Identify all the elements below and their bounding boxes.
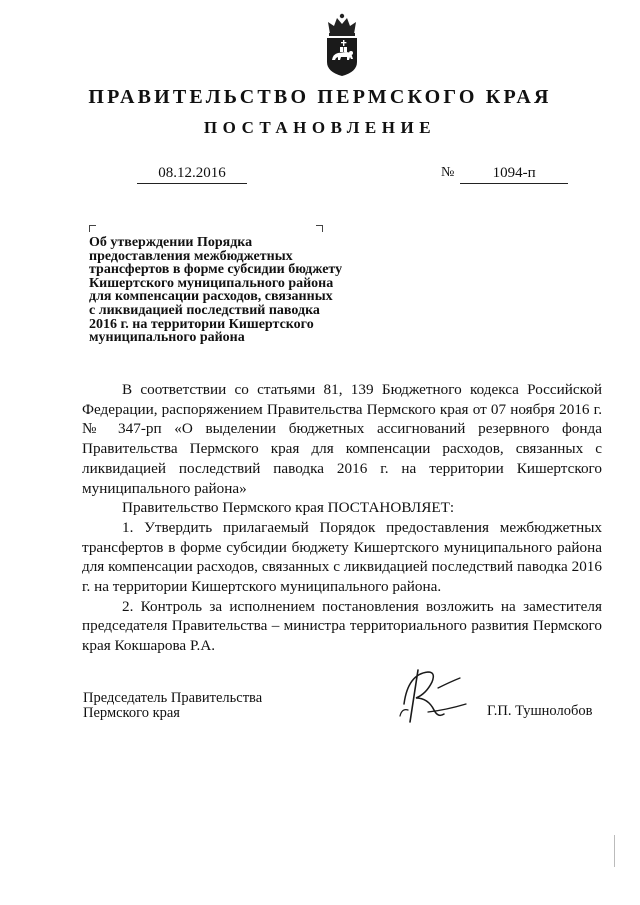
- handwritten-signature-icon: [388, 664, 480, 726]
- signer-title: [83, 691, 262, 721]
- item-2-paragraph: 2. Контроль за исполнением постановления возложить на заместителя председателя Правительства – министра территориального развития Пермского края Кокшарова Р.А.: [82, 597, 602, 655]
- subject-line: 2016 г. на территории Кишертского: [89, 316, 314, 332]
- number-sign: №: [441, 165, 455, 180]
- document-number-field: [441, 163, 568, 183]
- preamble-paragraph: В соответствии со статьями 81, 139 Бюджетного кодекса Российской Федерации, распоряжением Правительства Пермского края от 07 ноября 2016 г. № 347-рп «О выделении бюджетных ассигнований резервного фонда Правительства Пермского края для компенсации расходов, связанных с ликвидацией последствий паводка 2016 г. на территории Кишертского муниципального района»: [82, 381, 602, 497]
- subject-line: Кишертского муниципального района: [89, 275, 334, 291]
- document-number: 1094-п: [460, 163, 568, 184]
- perm-krai-coat-of-arms-icon: [322, 12, 362, 78]
- signer-title-line: Председатель Правительства: [83, 690, 263, 706]
- subject-corner-left: [89, 225, 96, 232]
- organization-title: ПРАВИТЕЛЬСТВО ПЕРМСКОГО КРАЯ: [88, 86, 552, 108]
- document-type: ПОСТАНОВЛЕНИЕ: [203, 118, 437, 137]
- item-1-paragraph: 1. Утвердить прилагаемый Порядок предоставления межбюджетных трансфертов в форме субсидии бюджету Кишертского муниципального района для компенсации расходов, связанных с ликвидацией последствий паводка 2016 г. на территории Кишертского муниципального района.: [82, 518, 602, 596]
- subject-line: предоставления межбюджетных: [89, 248, 293, 264]
- subject-line: муниципального района: [89, 330, 245, 346]
- subject-line: Об утверждении Порядка: [89, 235, 253, 250]
- document-body: [82, 380, 602, 656]
- subject-line: с ликвидацией последствий паводка: [89, 302, 320, 318]
- signer-title-line: Пермского края: [83, 705, 180, 721]
- signer-name: Г.П. Тушнолобов: [487, 703, 593, 719]
- scan-edge-mark: [614, 835, 615, 867]
- decree-paragraph: Правительство Пермского края ПОСТАНОВЛЯЕТ:: [122, 499, 455, 517]
- document-subject: [89, 236, 379, 345]
- subject-line: для компенсации расходов, связанных: [89, 289, 333, 305]
- subject-line: трансфертов в форме субсидии бюджету: [89, 262, 343, 278]
- document-date: 08.12.2016: [137, 163, 247, 184]
- subject-corner-right: [316, 225, 323, 232]
